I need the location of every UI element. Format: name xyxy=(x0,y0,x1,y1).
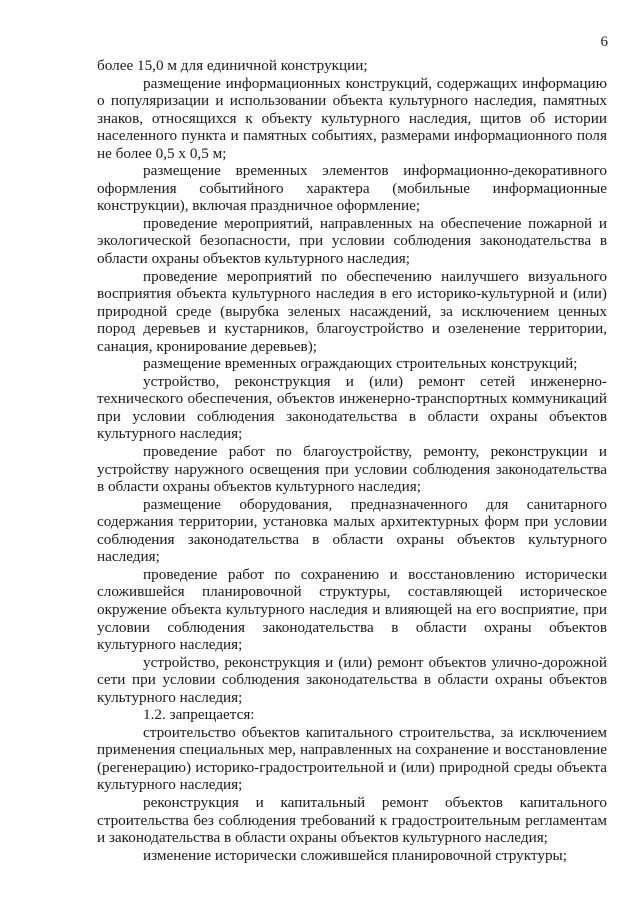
paragraph-landscaping-lighting: проведение работ по благоустройству, ремонту, реконструкции и устройству наружного освещения при условии соблюдения законодательства в области охраны объектов культурного наследия; xyxy=(97,443,607,496)
paragraph-sanitary-equipment: размещение оборудования, предназначенного для санитарного содержания территории, установка малых архитектурных форм при условии соблюдения законодательства в области охраны объектов культурного наследия; xyxy=(97,495,607,566)
paragraph-engineering-networks: устройство, реконструкция и (или) ремонт сетей инженерно-технического обеспечения, объектов инженерно-транспортных коммуникаций при условии соблюдения законодательства в области охраны объектов культурного наследия; xyxy=(97,372,607,443)
page-number: 6 xyxy=(600,34,608,50)
paragraph-capital-construction: строительство объектов капитального строительства, за исключением применения специальных мер, направленных на сохранение и восстановление (регенерацию) историко-градостроительной и (или) природной среды объекта культурного наследия; xyxy=(97,723,607,794)
paragraph-continuation: более 15,0 м для единичной конструкции; xyxy=(97,57,368,74)
paragraph-planning-structure: проведение работ по сохранению и восстановлению исторически сложившейся планировочной структуры, составляющей историческое окружение объекта культурного наследия и влияющей на его восприятие, при условии соблюдения законодательства в области охраны объектов культурного наследия; xyxy=(97,565,607,654)
paragraph-road-network: устройство, реконструкция и (или) ремонт объектов улично-дорожной сети при условии соблюдения законодательства в области охраны объектов культурного наследия; xyxy=(97,653,607,706)
paragraph-visual-perception: проведение мероприятий по обеспечению наилучшего визуального восприятия объекта культурного наследия в его историко-культурной и (или) природной среде (вырубка зеленых насаждений, за исключением ценных пород деревьев и кустарников, благоустройство и озеленение территории, санация, кронирование деревьев); xyxy=(97,267,607,355)
paragraph-reconstruction: реконструкция и капитальный ремонт объектов капитального строительства без соблюдения требований к градостроительным регламентам и законодательства в области охраны объектов культурного наследия; xyxy=(97,793,607,847)
section-heading-prohibited: 1.2. запрещается: xyxy=(143,706,255,724)
paragraph-temporary-decor: размещение временных элементов информационно-декоративного оформления событийного характера (мобильные информационные конструкции), включая праздничное оформление; xyxy=(97,162,607,215)
paragraph-fire-safety: проведение мероприятий, направленных на обеспечение пожарной и экологической безопасности, при условии соблюдения законодательства в области охраны объектов культурного наследия; xyxy=(97,214,607,268)
paragraph-info-constructions: размещение информационных конструкций, содержащих информацию о популяризации и использовании объекта культурного наследия, памятных знаков, относящихся к объекту культурного наследия, щитов об истории населенного пункта и памятных событиях, размерами информационного поля не более 0,5 х 0,5 м; xyxy=(97,74,607,162)
paragraph-temporary-fencing: размещение временных ограждающих строительных конструкций; xyxy=(143,355,578,373)
paragraph-planning-change: изменение исторически сложившейся планировочной структуры; xyxy=(143,846,567,864)
document-body xyxy=(97,57,607,864)
